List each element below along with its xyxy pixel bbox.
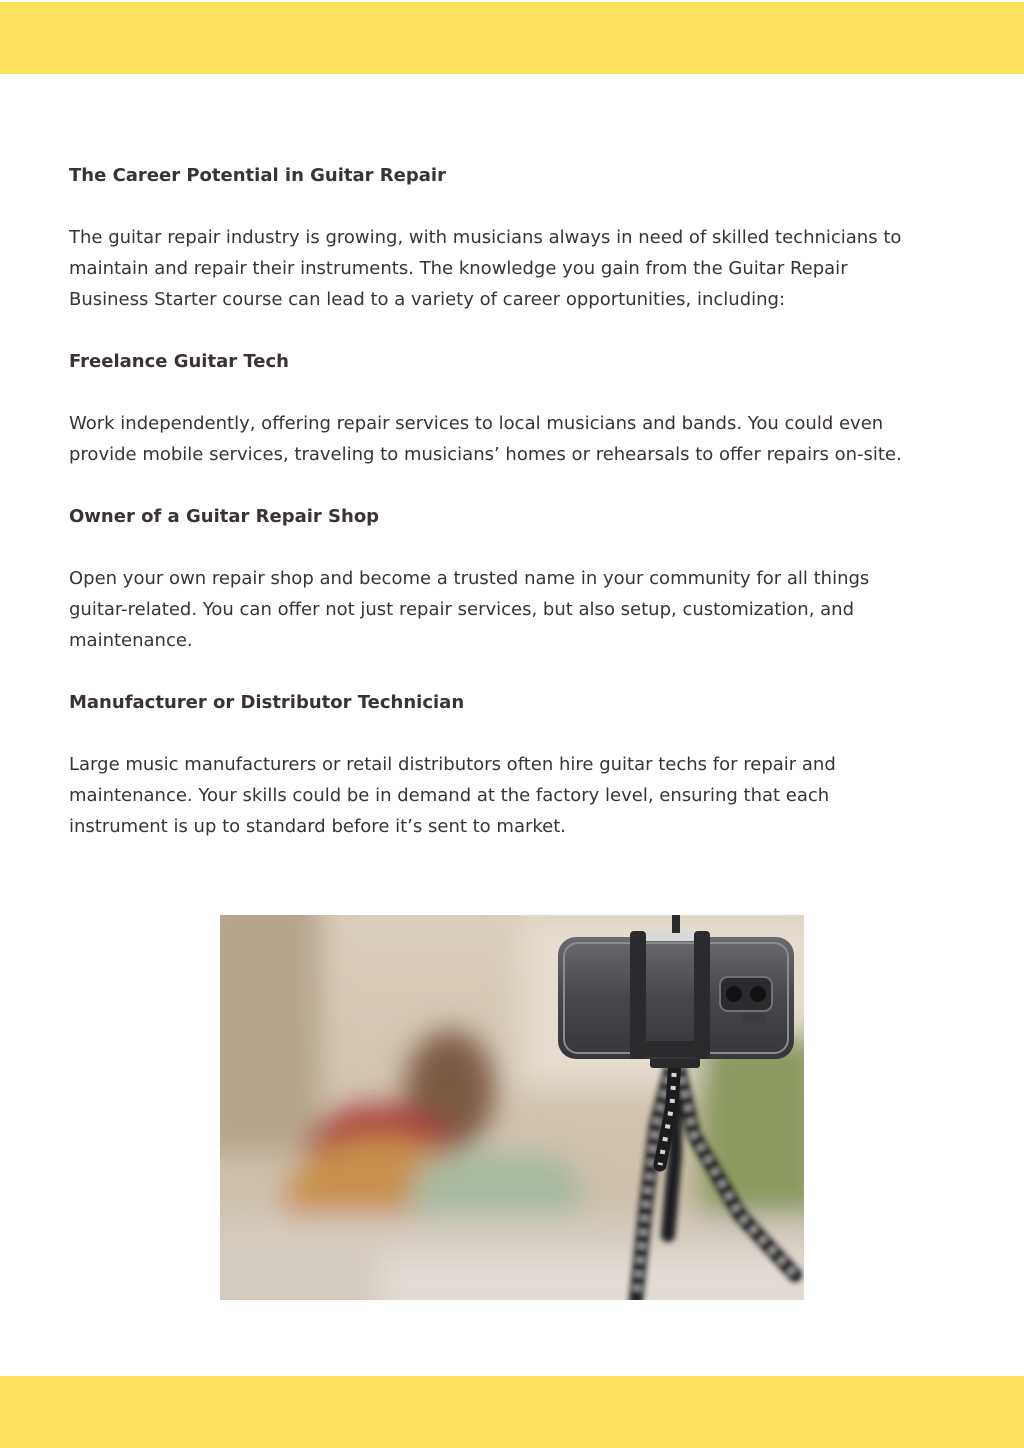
section-line: Open your own repair shop and become a trusted name in your community for all things bbox=[69, 568, 870, 589]
section-line: maintain and repair their instruments. The knowledge you gain from the Guitar Repair bbox=[69, 258, 848, 279]
section-heading: Manufacturer or Distributor Technician bbox=[69, 692, 465, 713]
section-line: The guitar repair industry is growing, with musicians always in need of skilled technicians to bbox=[69, 227, 902, 248]
section-line: instrument is up to standard before it’s sent to market. bbox=[69, 816, 567, 837]
section-line: Work independently, offering repair services to local musicians and bands. You could even bbox=[69, 413, 884, 434]
section-line: Large music manufacturers or retail distributors often hire guitar techs for repair and bbox=[69, 754, 836, 775]
section-line: provide mobile services, traveling to musicians’ homes or rehearsals to offer repairs on-site. bbox=[69, 444, 902, 465]
section-line: maintenance. bbox=[69, 630, 193, 651]
top-yellow-band bbox=[0, 2, 1024, 74]
section-line: Business Starter course can lead to a variety of career opportunities, including: bbox=[69, 289, 786, 310]
section-heading: Owner of a Guitar Repair Shop bbox=[69, 506, 380, 527]
section-line: maintenance. Your skills could be in demand at the factory level, ensuring that each bbox=[69, 785, 830, 806]
article-body bbox=[69, 160, 959, 842]
section-heading: The Career Potential in Guitar Repair bbox=[69, 165, 446, 186]
section-line: guitar-related. You can offer not just repair services, but also setup, customization, and bbox=[69, 599, 855, 620]
bottom-yellow-band bbox=[0, 1376, 1024, 1448]
section-heading: Freelance Guitar Tech bbox=[69, 351, 289, 372]
guitarist-phone-tripod-photo bbox=[220, 915, 804, 1300]
